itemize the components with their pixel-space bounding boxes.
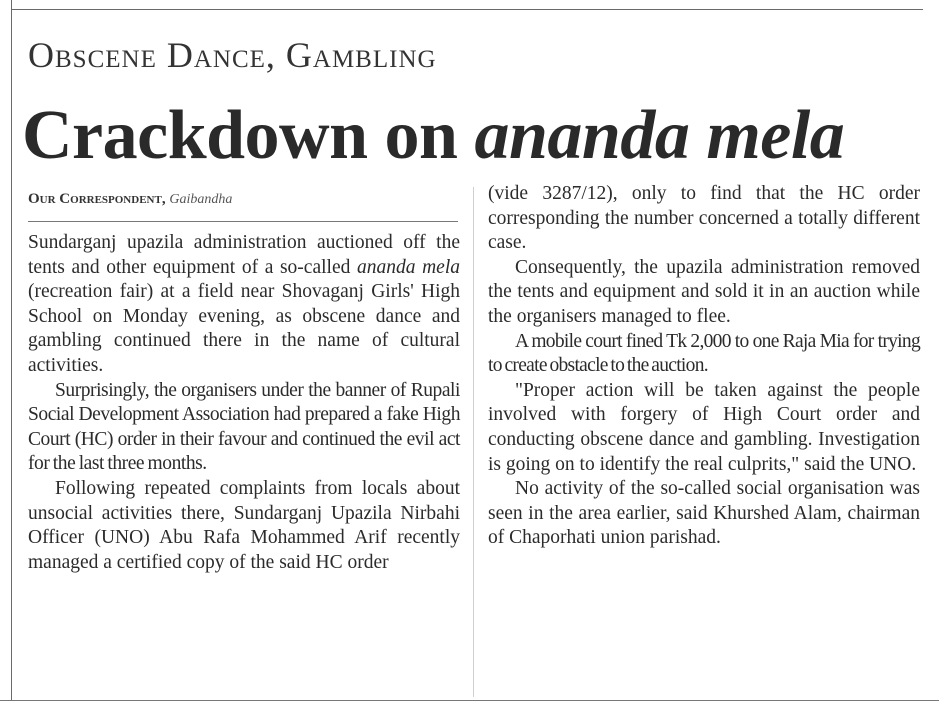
paragraph-1-before: Sundarganj upazila administration auctioned off the tents and other equipment of a so-called <box>28 232 460 278</box>
top-border-rule <box>11 9 923 10</box>
paragraph-1-after: (recreation fair) at a field near Shovaganj Girls' High School on Monday evening, as obscene dance and gambling continued there in the name of cultural activities. <box>28 281 460 376</box>
paragraph-7: No activity of the so-called social organisation was seen in the area earlier, said Khurshed Alam, chairman of Chaporhati union parishad. <box>488 478 920 549</box>
paragraph-1 <box>28 231 460 379</box>
paragraph-6: "Proper action will be taken against the people involved with forgery of High Court order and conducting obscene dance and gambling. Investigation is going on to identify the real culprits," said the UNO. <box>488 379 920 475</box>
headline-lead: Crackdown on <box>22 97 458 174</box>
paragraph-5: A mobile court fined Tk 2,000 to one Raja Mia for trying to create obstacle to the auction. <box>488 330 920 377</box>
kicker-heading: Obscene Dance, Gambling <box>28 35 437 75</box>
paragraph-1-italic: ananda mela <box>356 256 460 278</box>
paragraph-4: Consequently, the upazila administration removed the tents and equipment and sold it in an auction while the organisers managed to flee. <box>488 256 920 327</box>
byline-rule <box>28 221 458 222</box>
bottom-border-rule <box>0 700 939 701</box>
byline-place: Gaibandha <box>169 192 233 207</box>
left-border-rule <box>11 0 12 700</box>
paragraph-3-part-2: (vide 3287/12), only to find that the HC order corresponding the number concerned a totally different case. <box>488 183 920 254</box>
headline <box>22 94 844 178</box>
byline-name: Our Correspondent, <box>28 191 166 207</box>
article-column-1 <box>28 231 460 575</box>
paragraph-3-part-1: Following repeated complaints from locals about unsocial activities there, Sundarganj Upazila Nirbahi Officer (UNO) Abu Rafa Mohammed Arif recently managed a certified copy of the said HC order <box>28 477 460 573</box>
paragraph-2: Surprisingly, the organisers under the banner of Rupali Social Development Association had prepared a fake High Court (HC) order in their favour and continued the evil act for the last three months. <box>28 379 460 475</box>
byline <box>28 188 458 211</box>
headline-italic: ananda mela <box>474 97 845 174</box>
article-column-2 <box>488 182 920 551</box>
column-divider <box>473 187 474 697</box>
